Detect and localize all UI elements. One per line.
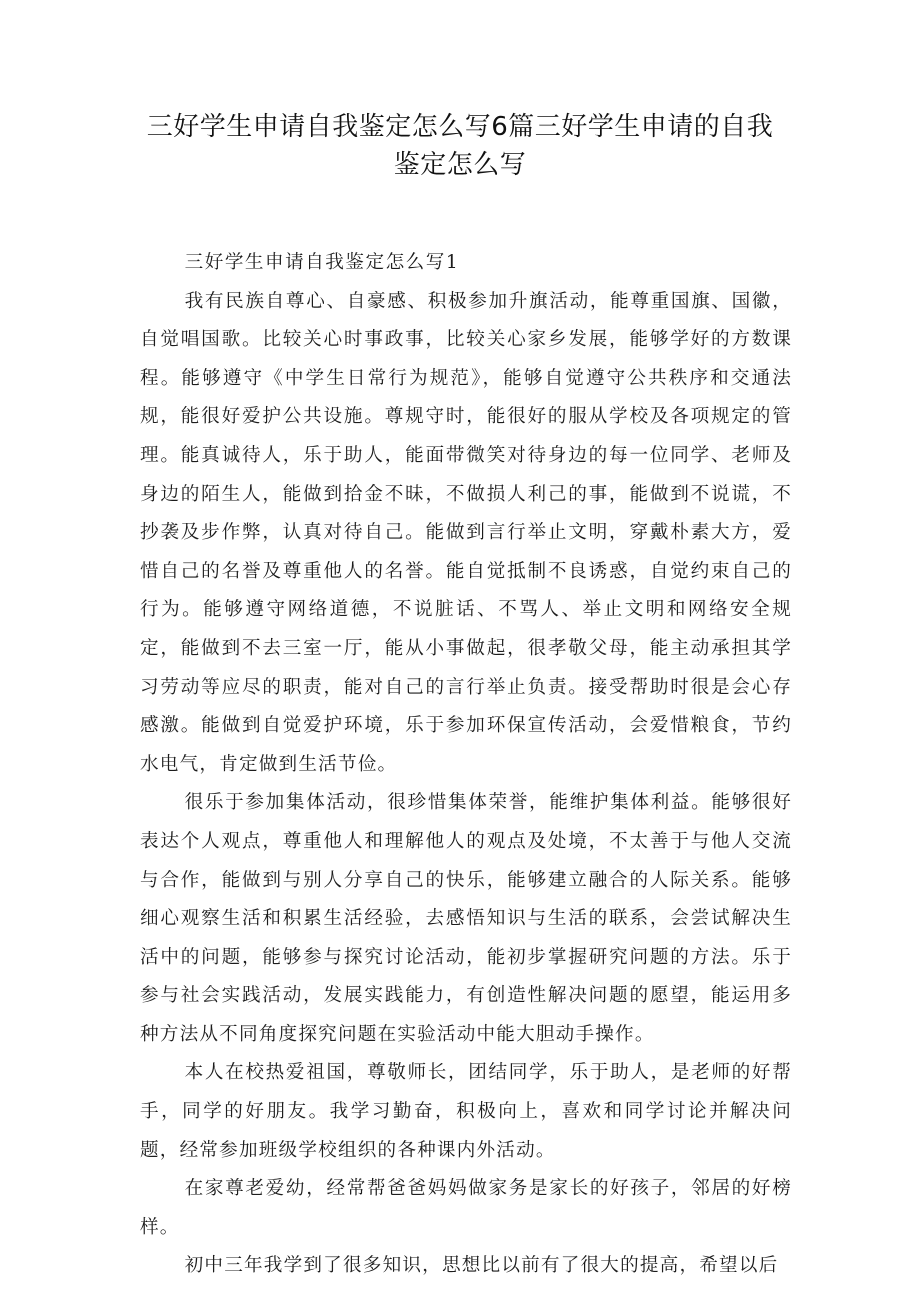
section-heading: 三好学生申请自我鉴定怎么写1 bbox=[184, 252, 460, 273]
paragraph-3: 本人在校热爱祖国，尊敬师长，团结同学，乐于助人，是老师的好帮手，同学的好朋友。我学习勤奋，积极向上，喜欢和同学讨论并解决问题，经常参加班级学校组织的各种课内外活动。 bbox=[140, 1062, 792, 1161]
document-body bbox=[140, 244, 792, 1286]
paragraph-5: 初中三年我学到了很多知识，思想比以前有了很大的提高，希望以后 bbox=[184, 1255, 779, 1277]
paragraph-4: 在家尊老爱幼，经常帮爸爸妈妈做家务是家长的好孩子，邻居的好榜样。 bbox=[140, 1178, 792, 1238]
document-title: 三好学生申请自我鉴定怎么写6篇三好学生申请的自我鉴定怎么写 bbox=[146, 112, 774, 180]
paragraph-1: 我有民族自尊心、自豪感、积极参加升旗活动，能尊重国旗、国徽，自觉唱国歌。比较关心时事政事，比较关心家乡发展，能够学好的方数课程。能够遵守《中学生日常行为规范》，能够自觉遵守公共秩序和交通法规，能很好爱护公共设施。尊规守时，能很好的服从学校及各项规定的管理。能真诚待人，乐于助人，能面带微笑对待身边的每一位同学、老师及身边的陌生人，能做到拾金不昧，不做损人利己的事，能做到不说谎，不抄袭及步作弊，认真对待自己。能做到言行举止文明，穿戴朴素大方，爱惜自己的名誉及尊重他人的名誉。能自觉抵制不良诱惑，自觉约束自己的行为。能够遵守网络道德，不说脏话、不骂人、举止文明和网络安全规定，能做到不去三室一厅，能从小事做起，很孝敬父母，能主动承担其学习劳动等应尽的职责，能对自己的言行举止负责。接受帮助时很是会心存感激。能做到自觉爱护环境，乐于参加环保宣传活动，会爱惜粮食，节约水电气，肯定做到生活节俭。 bbox=[140, 290, 792, 775]
paragraph-2: 很乐于参加集体活动，很珍惜集体荣誉，能维护集体利益。能够很好表达个人观点，尊重他人和理解他人的观点及处境，不太善于与他人交流与合作，能做到与别人分享自己的快乐，能够建立融合的人际关系。能够细心观察生活和积累生活经验，去感悟知识与生活的联系，会尝试解决生活中的问题，能够参与探究讨论活动，能初步掌握研究问题的方法。乐于参与社会实践活动，发展实践能力，有创造性解决问题的愿望，能运用多种方法从不同角度探究问题在实验活动中能大胆动手操作。 bbox=[140, 792, 792, 1045]
